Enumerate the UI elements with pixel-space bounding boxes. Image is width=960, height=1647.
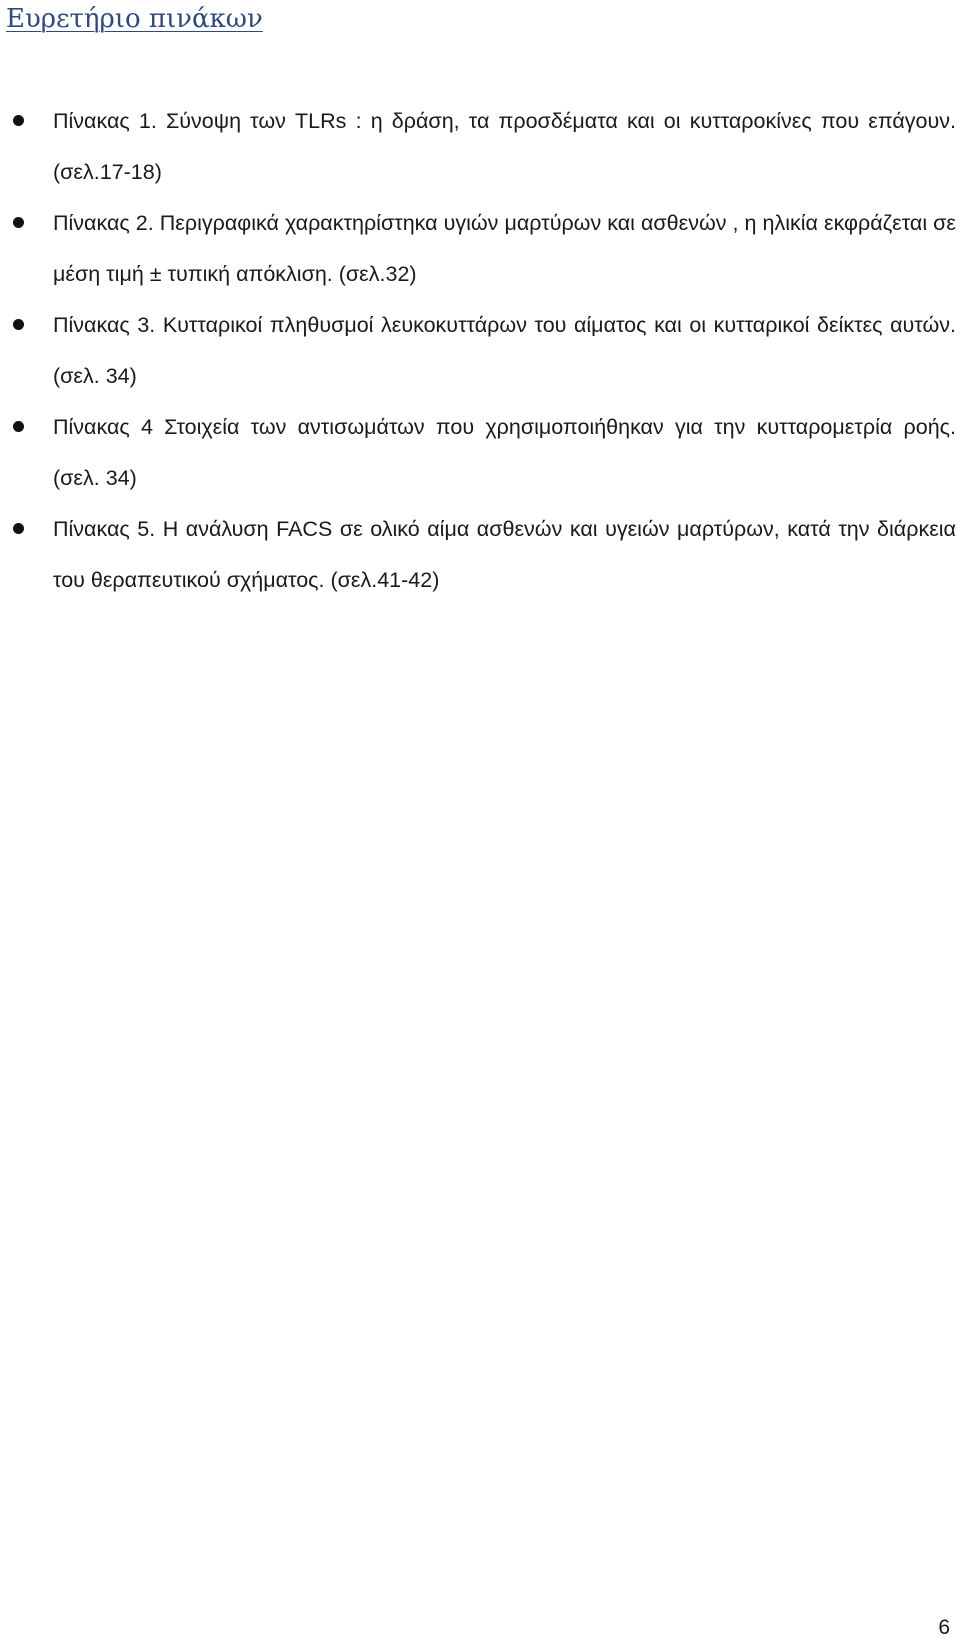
bullet-icon <box>13 217 24 228</box>
bullet-icon <box>13 421 24 432</box>
toc-item <box>0 96 960 198</box>
toc-item-text: Πίνακας 1. Σύνοψη των TLRs : η δράση, τα προσδέματα και οι κυτταροκίνες που επάγουν. (σελ.17-18) <box>53 109 956 184</box>
table-of-tables-list <box>0 96 960 606</box>
page-title: Ευρετήριο πινάκων <box>6 4 263 34</box>
bullet-icon <box>13 523 24 534</box>
bullet-icon <box>13 115 24 126</box>
toc-item-text: Πίνακας 3. Κυτταρικοί πληθυσμοί λευκοκυττάρων του αίματος και οι κυτταρικοί δείκτες αυτών. (σελ. 34) <box>53 313 956 388</box>
bullet-icon <box>13 319 24 330</box>
page-number: 6 <box>938 1616 950 1639</box>
toc-item <box>0 198 960 300</box>
toc-item <box>0 402 960 504</box>
toc-item-text: Πίνακας 5. Η ανάλυση FACS σε ολικό αίμα ασθενών και υγειών μαρτύρων, κατά την διάρκεια του θεραπευτικού σχήματος. (σελ.41-42) <box>53 517 956 592</box>
toc-item-text: Πίνακας 2. Περιγραφικά χαρακτηρίστηκα υγιών μαρτύρων και ασθενών , η ηλικία εκφράζεται σε μέση τιμή ± τυπική απόκλιση. (σελ.32) <box>53 211 956 286</box>
toc-item <box>0 504 960 606</box>
toc-item <box>0 300 960 402</box>
toc-item-text: Πίνακας 4 Στοιχεία των αντισωμάτων που χρησιμοποιήθηκαν για την κυτταρομετρία ροής. (σελ. 34) <box>53 415 956 490</box>
